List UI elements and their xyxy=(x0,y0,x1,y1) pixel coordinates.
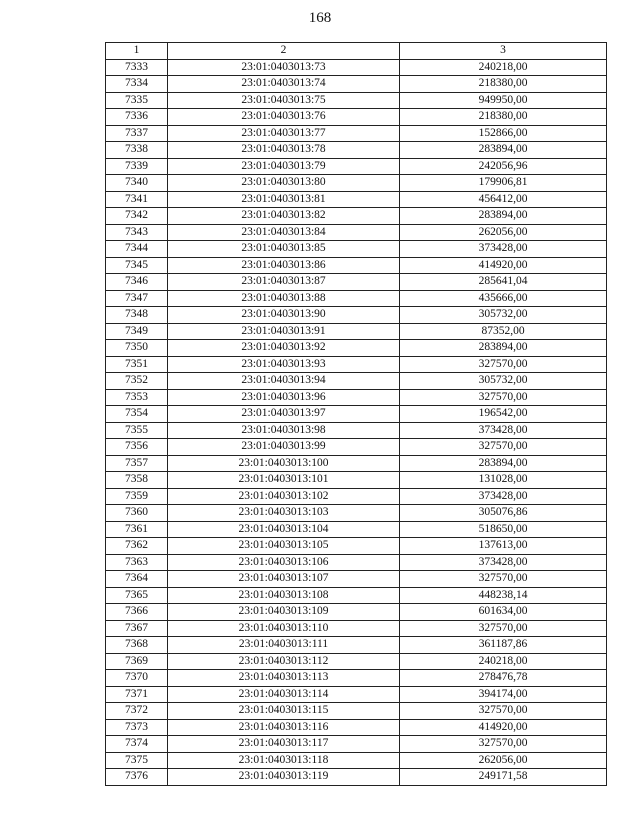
table-row xyxy=(106,208,607,225)
value-cell: 262056,00 xyxy=(400,752,607,769)
data-table xyxy=(105,42,607,786)
value-cell: 305732,00 xyxy=(400,373,607,390)
cadastral-number-cell: 23:01:0403013:102 xyxy=(168,488,400,505)
table-row xyxy=(106,587,607,604)
row-number-cell: 7359 xyxy=(106,488,168,505)
cadastral-number-cell: 23:01:0403013:78 xyxy=(168,142,400,159)
table-row xyxy=(106,373,607,390)
column-header: 1 xyxy=(106,43,168,60)
cadastral-number-cell: 23:01:0403013:104 xyxy=(168,521,400,538)
row-number-cell: 7333 xyxy=(106,59,168,76)
row-number-cell: 7361 xyxy=(106,521,168,538)
row-number-cell: 7366 xyxy=(106,604,168,621)
cadastral-number-cell: 23:01:0403013:85 xyxy=(168,241,400,258)
cadastral-number-cell: 23:01:0403013:115 xyxy=(168,703,400,720)
value-cell: 414920,00 xyxy=(400,257,607,274)
cadastral-number-cell: 23:01:0403013:119 xyxy=(168,769,400,786)
row-number-cell: 7349 xyxy=(106,323,168,340)
row-number-cell: 7334 xyxy=(106,76,168,93)
row-number-cell: 7369 xyxy=(106,653,168,670)
row-number-cell: 7367 xyxy=(106,620,168,637)
table-row xyxy=(106,653,607,670)
table-header-row xyxy=(106,43,607,60)
value-cell: 240218,00 xyxy=(400,653,607,670)
table-row xyxy=(106,257,607,274)
value-cell: 283894,00 xyxy=(400,455,607,472)
value-cell: 373428,00 xyxy=(400,488,607,505)
value-cell: 305732,00 xyxy=(400,307,607,324)
cadastral-number-cell: 23:01:0403013:80 xyxy=(168,175,400,192)
table-row xyxy=(106,521,607,538)
cadastral-number-cell: 23:01:0403013:82 xyxy=(168,208,400,225)
cadastral-number-cell: 23:01:0403013:76 xyxy=(168,109,400,126)
table-row xyxy=(106,241,607,258)
value-cell: 131028,00 xyxy=(400,472,607,489)
cadastral-number-cell: 23:01:0403013:81 xyxy=(168,191,400,208)
table-row xyxy=(106,142,607,159)
value-cell: 327570,00 xyxy=(400,356,607,373)
table-row xyxy=(106,472,607,489)
row-number-cell: 7348 xyxy=(106,307,168,324)
table-row xyxy=(106,224,607,241)
table-row xyxy=(106,59,607,76)
cadastral-number-cell: 23:01:0403013:92 xyxy=(168,340,400,357)
cadastral-number-cell: 23:01:0403013:113 xyxy=(168,670,400,687)
cadastral-number-cell: 23:01:0403013:74 xyxy=(168,76,400,93)
table-row xyxy=(106,554,607,571)
table-row xyxy=(106,620,607,637)
table-row xyxy=(106,455,607,472)
value-cell: 179906,81 xyxy=(400,175,607,192)
cadastral-number-cell: 23:01:0403013:98 xyxy=(168,422,400,439)
cadastral-number-cell: 23:01:0403013:112 xyxy=(168,653,400,670)
row-number-cell: 7344 xyxy=(106,241,168,258)
table-row xyxy=(106,488,607,505)
cadastral-number-cell: 23:01:0403013:75 xyxy=(168,92,400,109)
row-number-cell: 7362 xyxy=(106,538,168,555)
value-cell: 305076,86 xyxy=(400,505,607,522)
table-row xyxy=(106,307,607,324)
table-row xyxy=(106,191,607,208)
value-cell: 361187,86 xyxy=(400,637,607,654)
cadastral-number-cell: 23:01:0403013:114 xyxy=(168,686,400,703)
table-row xyxy=(106,406,607,423)
column-header: 3 xyxy=(400,43,607,60)
row-number-cell: 7338 xyxy=(106,142,168,159)
cadastral-number-cell: 23:01:0403013:107 xyxy=(168,571,400,588)
table-row xyxy=(106,356,607,373)
table-row xyxy=(106,686,607,703)
cadastral-number-cell: 23:01:0403013:110 xyxy=(168,620,400,637)
table-body xyxy=(106,59,607,785)
row-number-cell: 7354 xyxy=(106,406,168,423)
column-header: 2 xyxy=(168,43,400,60)
table-row xyxy=(106,340,607,357)
cadastral-number-cell: 23:01:0403013:77 xyxy=(168,125,400,142)
value-cell: 87352,00 xyxy=(400,323,607,340)
table-row xyxy=(106,703,607,720)
table-row xyxy=(106,175,607,192)
cadastral-number-cell: 23:01:0403013:100 xyxy=(168,455,400,472)
row-number-cell: 7364 xyxy=(106,571,168,588)
value-cell: 283894,00 xyxy=(400,208,607,225)
cadastral-number-cell: 23:01:0403013:87 xyxy=(168,274,400,291)
value-cell: 327570,00 xyxy=(400,703,607,720)
cadastral-number-cell: 23:01:0403013:103 xyxy=(168,505,400,522)
table-row xyxy=(106,719,607,736)
row-number-cell: 7375 xyxy=(106,752,168,769)
row-number-cell: 7347 xyxy=(106,290,168,307)
table-row xyxy=(106,274,607,291)
cadastral-number-cell: 23:01:0403013:108 xyxy=(168,587,400,604)
value-cell: 137613,00 xyxy=(400,538,607,555)
row-number-cell: 7336 xyxy=(106,109,168,126)
row-number-cell: 7340 xyxy=(106,175,168,192)
value-cell: 373428,00 xyxy=(400,554,607,571)
value-cell: 327570,00 xyxy=(400,389,607,406)
row-number-cell: 7370 xyxy=(106,670,168,687)
row-number-cell: 7342 xyxy=(106,208,168,225)
row-number-cell: 7355 xyxy=(106,422,168,439)
cadastral-number-cell: 23:01:0403013:117 xyxy=(168,736,400,753)
table-row xyxy=(106,422,607,439)
cadastral-number-cell: 23:01:0403013:96 xyxy=(168,389,400,406)
table-row xyxy=(106,125,607,142)
row-number-cell: 7350 xyxy=(106,340,168,357)
row-number-cell: 7345 xyxy=(106,257,168,274)
row-number-cell: 7335 xyxy=(106,92,168,109)
cadastral-number-cell: 23:01:0403013:84 xyxy=(168,224,400,241)
table-row xyxy=(106,505,607,522)
value-cell: 218380,00 xyxy=(400,76,607,93)
table-row xyxy=(106,158,607,175)
value-cell: 373428,00 xyxy=(400,241,607,258)
table-row xyxy=(106,389,607,406)
row-number-cell: 7341 xyxy=(106,191,168,208)
cadastral-number-cell: 23:01:0403013:118 xyxy=(168,752,400,769)
cadastral-number-cell: 23:01:0403013:86 xyxy=(168,257,400,274)
row-number-cell: 7352 xyxy=(106,373,168,390)
row-number-cell: 7365 xyxy=(106,587,168,604)
row-number-cell: 7368 xyxy=(106,637,168,654)
cadastral-number-cell: 23:01:0403013:90 xyxy=(168,307,400,324)
cadastral-number-cell: 23:01:0403013:101 xyxy=(168,472,400,489)
row-number-cell: 7346 xyxy=(106,274,168,291)
cadastral-number-cell: 23:01:0403013:93 xyxy=(168,356,400,373)
value-cell: 373428,00 xyxy=(400,422,607,439)
value-cell: 394174,00 xyxy=(400,686,607,703)
value-cell: 456412,00 xyxy=(400,191,607,208)
value-cell: 262056,00 xyxy=(400,224,607,241)
value-cell: 327570,00 xyxy=(400,620,607,637)
table-row xyxy=(106,323,607,340)
value-cell: 327570,00 xyxy=(400,571,607,588)
row-number-cell: 7343 xyxy=(106,224,168,241)
value-cell: 285641,04 xyxy=(400,274,607,291)
row-number-cell: 7357 xyxy=(106,455,168,472)
table-row xyxy=(106,109,607,126)
row-number-cell: 7358 xyxy=(106,472,168,489)
value-cell: 327570,00 xyxy=(400,736,607,753)
row-number-cell: 7371 xyxy=(106,686,168,703)
cadastral-number-cell: 23:01:0403013:79 xyxy=(168,158,400,175)
value-cell: 242056,96 xyxy=(400,158,607,175)
row-number-cell: 7373 xyxy=(106,719,168,736)
value-cell: 283894,00 xyxy=(400,340,607,357)
row-number-cell: 7356 xyxy=(106,439,168,456)
value-cell: 327570,00 xyxy=(400,439,607,456)
row-number-cell: 7374 xyxy=(106,736,168,753)
table-row xyxy=(106,752,607,769)
cadastral-number-cell: 23:01:0403013:105 xyxy=(168,538,400,555)
cadastral-number-cell: 23:01:0403013:99 xyxy=(168,439,400,456)
value-cell: 249171,58 xyxy=(400,769,607,786)
value-cell: 435666,00 xyxy=(400,290,607,307)
value-cell: 414920,00 xyxy=(400,719,607,736)
table-row xyxy=(106,670,607,687)
cadastral-number-cell: 23:01:0403013:91 xyxy=(168,323,400,340)
value-cell: 278476,78 xyxy=(400,670,607,687)
cadastral-number-cell: 23:01:0403013:111 xyxy=(168,637,400,654)
value-cell: 283894,00 xyxy=(400,142,607,159)
cadastral-number-cell: 23:01:0403013:97 xyxy=(168,406,400,423)
cadastral-number-cell: 23:01:0403013:94 xyxy=(168,373,400,390)
table-row xyxy=(106,604,607,621)
table-row xyxy=(106,538,607,555)
table-row xyxy=(106,439,607,456)
row-number-cell: 7337 xyxy=(106,125,168,142)
row-number-cell: 7353 xyxy=(106,389,168,406)
table-row xyxy=(106,290,607,307)
table-row xyxy=(106,736,607,753)
row-number-cell: 7360 xyxy=(106,505,168,522)
value-cell: 448238,14 xyxy=(400,587,607,604)
row-number-cell: 7372 xyxy=(106,703,168,720)
value-cell: 949950,00 xyxy=(400,92,607,109)
value-cell: 218380,00 xyxy=(400,109,607,126)
cadastral-number-cell: 23:01:0403013:109 xyxy=(168,604,400,621)
table-row xyxy=(106,92,607,109)
row-number-cell: 7376 xyxy=(106,769,168,786)
table-row xyxy=(106,76,607,93)
row-number-cell: 7351 xyxy=(106,356,168,373)
value-cell: 601634,00 xyxy=(400,604,607,621)
table-row xyxy=(106,637,607,654)
table-row xyxy=(106,571,607,588)
row-number-cell: 7363 xyxy=(106,554,168,571)
value-cell: 240218,00 xyxy=(400,59,607,76)
cadastral-number-cell: 23:01:0403013:73 xyxy=(168,59,400,76)
value-cell: 196542,00 xyxy=(400,406,607,423)
row-number-cell: 7339 xyxy=(106,158,168,175)
cadastral-number-cell: 23:01:0403013:88 xyxy=(168,290,400,307)
value-cell: 152866,00 xyxy=(400,125,607,142)
table-row xyxy=(106,769,607,786)
value-cell: 518650,00 xyxy=(400,521,607,538)
cadastral-number-cell: 23:01:0403013:116 xyxy=(168,719,400,736)
cadastral-number-cell: 23:01:0403013:106 xyxy=(168,554,400,571)
page-number: 168 xyxy=(308,10,332,26)
